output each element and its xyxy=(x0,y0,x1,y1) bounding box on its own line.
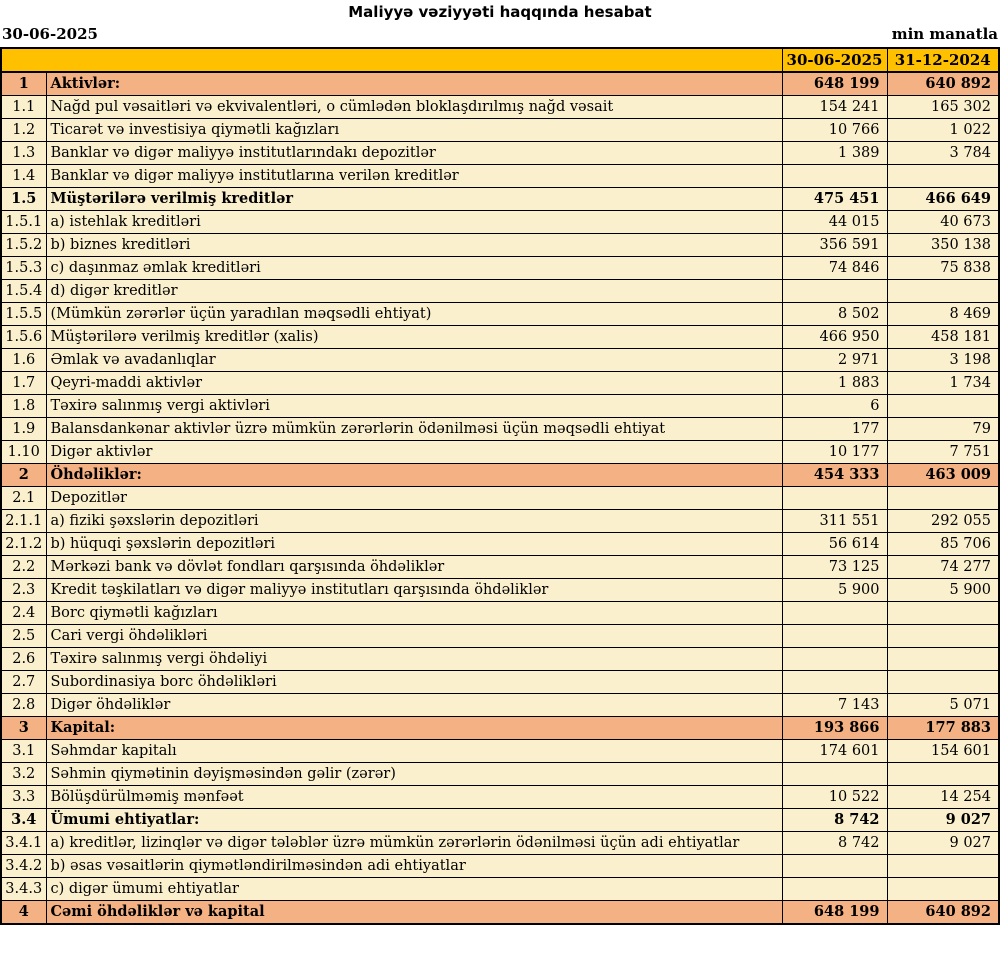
row-value-previous: 5 900 xyxy=(887,579,999,602)
row-number: 2.5 xyxy=(1,625,46,648)
row-value-previous xyxy=(887,625,999,648)
row-value-previous xyxy=(887,280,999,303)
table-row xyxy=(1,717,999,740)
row-value-previous: 154 601 xyxy=(887,740,999,763)
row-value-previous: 75 838 xyxy=(887,257,999,280)
row-value-previous: 3 198 xyxy=(887,349,999,372)
row-value-previous xyxy=(887,671,999,694)
row-number: 2.1.2 xyxy=(1,533,46,556)
row-value-current: 648 199 xyxy=(782,901,887,925)
row-value-current: 648 199 xyxy=(782,72,887,96)
row-label: Kapital: xyxy=(46,717,782,740)
row-number: 1.5.3 xyxy=(1,257,46,280)
row-value-current: 10 177 xyxy=(782,441,887,464)
row-value-previous: 165 302 xyxy=(887,96,999,119)
row-value-previous: 292 055 xyxy=(887,510,999,533)
row-number: 1.5.1 xyxy=(1,211,46,234)
table-row xyxy=(1,855,999,878)
row-value-current: 10 766 xyxy=(782,119,887,142)
row-label: Banklar və digər maliyyə institutlarındakı depozitlər xyxy=(46,142,782,165)
row-label: Digər aktivlər xyxy=(46,441,782,464)
row-number: 1.1 xyxy=(1,96,46,119)
table-row xyxy=(1,510,999,533)
row-label: c) daşınmaz əmlak kreditləri xyxy=(46,257,782,280)
table-row xyxy=(1,395,999,418)
table-row xyxy=(1,142,999,165)
row-label: Səhmdar kapitalı xyxy=(46,740,782,763)
table-header-row xyxy=(1,48,999,72)
report-meta-row xyxy=(0,21,1000,47)
row-value-previous xyxy=(887,855,999,878)
table-row xyxy=(1,464,999,487)
row-number: 3 xyxy=(1,717,46,740)
row-value-current: 454 333 xyxy=(782,464,887,487)
row-number: 3.1 xyxy=(1,740,46,763)
row-number: 2.2 xyxy=(1,556,46,579)
table-row xyxy=(1,740,999,763)
table-row xyxy=(1,809,999,832)
row-label: b) hüquqi şəxslərin depozitləri xyxy=(46,533,782,556)
row-label: b) biznes kreditləri xyxy=(46,234,782,257)
row-value-current xyxy=(782,855,887,878)
row-number: 2.1.1 xyxy=(1,510,46,533)
report-date: 30-06-2025 xyxy=(2,25,98,43)
table-row xyxy=(1,602,999,625)
row-label: (Mümkün zərərlər üçün yaradılan məqsədli ehtiyat) xyxy=(46,303,782,326)
row-value-current: 74 846 xyxy=(782,257,887,280)
table-row xyxy=(1,441,999,464)
row-label: Təxirə salınmış vergi öhdəliyi xyxy=(46,648,782,671)
row-label: Ticarət və investisiya qiymətli kağızları xyxy=(46,119,782,142)
row-value-previous: 1 022 xyxy=(887,119,999,142)
row-label: Digər öhdəliklər xyxy=(46,694,782,717)
row-number: 2.8 xyxy=(1,694,46,717)
row-label: Cari vergi öhdəlikləri xyxy=(46,625,782,648)
row-value-current: 56 614 xyxy=(782,533,887,556)
table-row xyxy=(1,257,999,280)
row-label: a) kreditlər, lizinqlər və digər tələblər üzrə mümkün zərərlərin ödənilməsi üçün adi ehtiyatlar xyxy=(46,832,782,855)
row-value-previous: 177 883 xyxy=(887,717,999,740)
row-label: Bölüşdürülməmiş mənfəət xyxy=(46,786,782,809)
row-value-previous xyxy=(887,878,999,901)
row-value-current xyxy=(782,648,887,671)
row-number: 1.5.6 xyxy=(1,326,46,349)
row-label: Müştərilərə verilmiş kreditlər (xalis) xyxy=(46,326,782,349)
row-value-current xyxy=(782,280,887,303)
row-number: 2.3 xyxy=(1,579,46,602)
row-value-current: 73 125 xyxy=(782,556,887,579)
row-label: Subordinasiya borc öhdəlikləri xyxy=(46,671,782,694)
row-number: 1.10 xyxy=(1,441,46,464)
row-label: Əmlak və avadanlıqlar xyxy=(46,349,782,372)
row-value-previous xyxy=(887,487,999,510)
table-row xyxy=(1,326,999,349)
row-value-current xyxy=(782,487,887,510)
financial-position-table xyxy=(0,47,1000,925)
table-row xyxy=(1,625,999,648)
column-header-current-period: 30-06-2025 xyxy=(782,48,887,72)
row-number: 1.9 xyxy=(1,418,46,441)
table-row xyxy=(1,786,999,809)
row-value-current: 8 502 xyxy=(782,303,887,326)
table-row xyxy=(1,119,999,142)
row-number: 3.4.2 xyxy=(1,855,46,878)
row-label: a) istehlak kreditləri xyxy=(46,211,782,234)
row-value-previous: 9 027 xyxy=(887,809,999,832)
table-row xyxy=(1,349,999,372)
row-value-current: 6 xyxy=(782,395,887,418)
row-number: 4 xyxy=(1,901,46,925)
row-label: b) əsas vəsaitlərin qiymətləndirilməsindən adi ehtiyatlar xyxy=(46,855,782,878)
table-row xyxy=(1,832,999,855)
table-row xyxy=(1,418,999,441)
table-row xyxy=(1,188,999,211)
row-value-previous: 7 751 xyxy=(887,441,999,464)
row-number: 1.5 xyxy=(1,188,46,211)
row-label: Kredit təşkilatları və digər maliyyə institutları qarşısında öhdəliklər xyxy=(46,579,782,602)
row-value-current: 193 866 xyxy=(782,717,887,740)
row-label: Cəmi öhdəliklər və kapital xyxy=(46,901,782,925)
row-value-previous: 458 181 xyxy=(887,326,999,349)
row-number: 1.4 xyxy=(1,165,46,188)
row-number: 2 xyxy=(1,464,46,487)
table-row xyxy=(1,280,999,303)
row-label: Səhmin qiymətinin dəyişməsindən gəlir (zərər) xyxy=(46,763,782,786)
row-label: Balansdankənar aktivlər üzrə mümkün zərərlərin ödənilməsi üçün məqsədli ehtiyat xyxy=(46,418,782,441)
row-value-previous: 40 673 xyxy=(887,211,999,234)
row-value-previous: 350 138 xyxy=(887,234,999,257)
row-value-current: 1 389 xyxy=(782,142,887,165)
row-label: Qeyri-maddi aktivlər xyxy=(46,372,782,395)
row-value-previous xyxy=(887,165,999,188)
row-value-previous xyxy=(887,602,999,625)
table-row xyxy=(1,211,999,234)
table-row xyxy=(1,234,999,257)
row-number: 2.4 xyxy=(1,602,46,625)
row-value-previous: 74 277 xyxy=(887,556,999,579)
row-label: Nağd pul vəsaitləri və ekvivalentləri, o cümlədən bloklaşdırılmış nağd vəsait xyxy=(46,96,782,119)
table-row xyxy=(1,372,999,395)
table-row xyxy=(1,487,999,510)
row-label: Banklar və digər maliyyə institutlarına verilən kreditlər xyxy=(46,165,782,188)
row-number: 1.3 xyxy=(1,142,46,165)
row-number: 3.2 xyxy=(1,763,46,786)
row-value-current xyxy=(782,165,887,188)
row-value-previous xyxy=(887,395,999,418)
row-value-current: 8 742 xyxy=(782,832,887,855)
row-value-previous: 1 734 xyxy=(887,372,999,395)
row-label: Öhdəliklər: xyxy=(46,464,782,487)
row-value-current: 10 522 xyxy=(782,786,887,809)
row-value-previous: 14 254 xyxy=(887,786,999,809)
row-label: Təxirə salınmış vergi aktivləri xyxy=(46,395,782,418)
row-label: Depozitlər xyxy=(46,487,782,510)
row-number: 3.4.1 xyxy=(1,832,46,855)
table-row xyxy=(1,96,999,119)
row-label: Aktivlər: xyxy=(46,72,782,96)
row-number: 2.1 xyxy=(1,487,46,510)
row-value-current: 1 883 xyxy=(782,372,887,395)
row-value-previous: 8 469 xyxy=(887,303,999,326)
row-value-current: 5 900 xyxy=(782,579,887,602)
row-number: 1.5.4 xyxy=(1,280,46,303)
row-value-previous: 3 784 xyxy=(887,142,999,165)
row-number: 1 xyxy=(1,72,46,96)
row-value-current xyxy=(782,763,887,786)
table-row xyxy=(1,694,999,717)
row-number: 1.8 xyxy=(1,395,46,418)
table-row xyxy=(1,901,999,925)
table-row xyxy=(1,579,999,602)
row-value-current: 44 015 xyxy=(782,211,887,234)
row-number: 2.6 xyxy=(1,648,46,671)
table-row xyxy=(1,763,999,786)
row-value-current: 177 xyxy=(782,418,887,441)
row-value-previous: 5 071 xyxy=(887,694,999,717)
row-value-current: 311 551 xyxy=(782,510,887,533)
row-value-current: 2 971 xyxy=(782,349,887,372)
row-label: Müştərilərə verilmiş kreditlər xyxy=(46,188,782,211)
row-value-current: 154 241 xyxy=(782,96,887,119)
table-row xyxy=(1,878,999,901)
row-value-previous xyxy=(887,648,999,671)
row-label: d) digər kreditlər xyxy=(46,280,782,303)
row-number: 3.4.3 xyxy=(1,878,46,901)
table-row xyxy=(1,556,999,579)
table-row xyxy=(1,165,999,188)
unit-label: min manatla xyxy=(891,25,998,43)
row-value-current: 174 601 xyxy=(782,740,887,763)
row-label: a) fiziki şəxslərin depozitləri xyxy=(46,510,782,533)
row-value-current: 7 143 xyxy=(782,694,887,717)
row-value-previous: 640 892 xyxy=(887,72,999,96)
row-number: 3.3 xyxy=(1,786,46,809)
row-value-previous: 85 706 xyxy=(887,533,999,556)
row-value-previous: 79 xyxy=(887,418,999,441)
row-value-current xyxy=(782,602,887,625)
page-title: Maliyyə vəziyyəti haqqında hesabat xyxy=(348,3,652,21)
row-label: Borc qiymətli kağızları xyxy=(46,602,782,625)
row-value-current xyxy=(782,625,887,648)
table-row xyxy=(1,648,999,671)
row-number: 1.5.2 xyxy=(1,234,46,257)
row-value-previous: 640 892 xyxy=(887,901,999,925)
row-number: 3.4 xyxy=(1,809,46,832)
row-value-previous: 9 027 xyxy=(887,832,999,855)
row-label: c) digər ümumi ehtiyatlar xyxy=(46,878,782,901)
table-body xyxy=(1,72,999,924)
row-value-current: 8 742 xyxy=(782,809,887,832)
row-value-previous xyxy=(887,763,999,786)
row-number: 1.5.5 xyxy=(1,303,46,326)
row-number: 1.7 xyxy=(1,372,46,395)
row-number: 1.2 xyxy=(1,119,46,142)
table-row xyxy=(1,533,999,556)
header-empty-cell xyxy=(1,48,782,72)
row-value-current: 475 451 xyxy=(782,188,887,211)
row-value-previous: 466 649 xyxy=(887,188,999,211)
column-header-previous-period: 31-12-2024 xyxy=(887,48,999,72)
row-label: Ümumi ehtiyatlar: xyxy=(46,809,782,832)
row-label: Mərkəzi bank və dövlət fondları qarşısında öhdəliklər xyxy=(46,556,782,579)
row-value-current xyxy=(782,671,887,694)
table-row xyxy=(1,303,999,326)
row-number: 2.7 xyxy=(1,671,46,694)
table-row xyxy=(1,72,999,96)
row-value-previous: 463 009 xyxy=(887,464,999,487)
row-number: 1.6 xyxy=(1,349,46,372)
row-value-current xyxy=(782,878,887,901)
table-row xyxy=(1,671,999,694)
row-value-current: 466 950 xyxy=(782,326,887,349)
row-value-current: 356 591 xyxy=(782,234,887,257)
